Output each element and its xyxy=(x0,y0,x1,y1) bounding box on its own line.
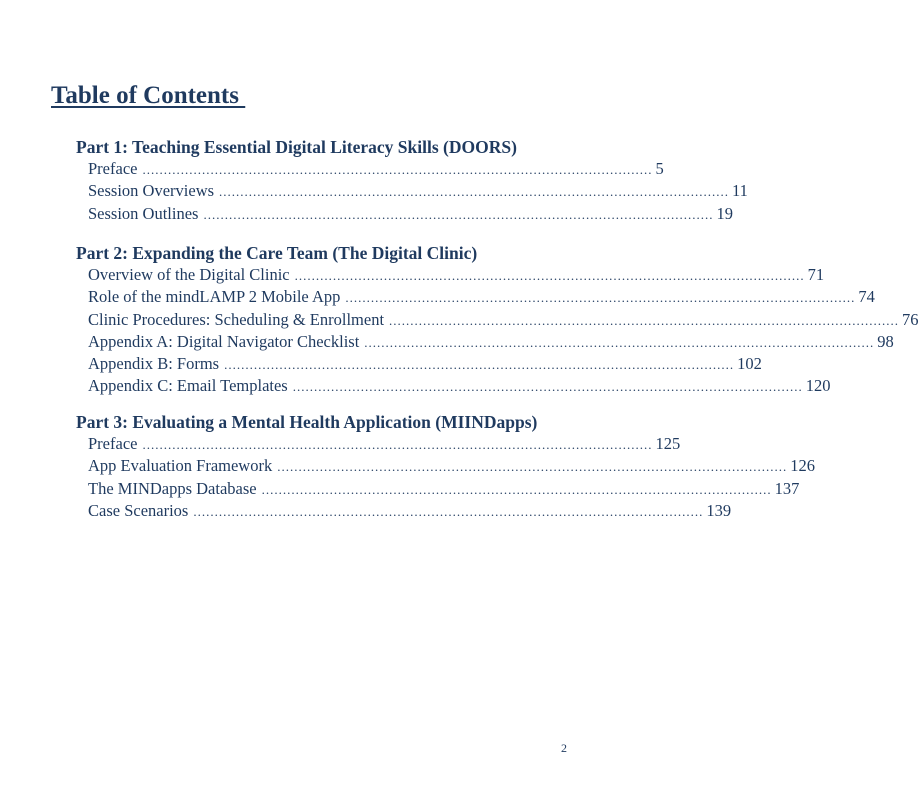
toc-entry xyxy=(88,331,894,353)
dot-leader: ........................................................................................................................ xyxy=(219,184,730,200)
page-number: 2 xyxy=(561,741,567,755)
dot-leader: ........................................................................................................................ xyxy=(294,268,805,283)
entry-label: The MINDapps Database xyxy=(88,478,257,498)
dot-leader: ........................................................................................................................ xyxy=(345,290,856,306)
part-heading: Part 3: Evaluating a Mental Health Application (MIINDapps) xyxy=(76,412,538,432)
toc-entry xyxy=(88,353,762,375)
entry-page-number: 11 xyxy=(732,181,748,201)
entry-label: Appendix C: Email Templates xyxy=(88,376,288,396)
entry-label: Session Outlines xyxy=(88,203,199,223)
toc-entry xyxy=(88,433,681,455)
entry-label: Session Overviews xyxy=(88,181,215,201)
entry-page-number: 71 xyxy=(807,265,825,284)
dot-leader: ........................................................................................................................ xyxy=(142,437,653,452)
dot-leader: ........................................................................................................................ xyxy=(292,379,803,395)
entry-label: Preface xyxy=(88,434,138,453)
dot-leader: ........................................................................................................................ xyxy=(193,503,704,519)
entry-label: Preface xyxy=(88,159,138,178)
entry-label: Appendix A: Digital Navigator Checklist xyxy=(88,331,360,351)
entry-page-number: 74 xyxy=(858,287,875,307)
page-title: Table of Contents xyxy=(51,82,246,109)
entry-label: Role of the mindLAMP 2 Mobile App xyxy=(88,287,341,307)
toc-part-1 xyxy=(76,137,748,225)
dot-leader: ........................................................................................................................ xyxy=(142,162,653,177)
entry-page-number: 139 xyxy=(706,500,732,520)
toc-entry xyxy=(88,180,748,202)
dot-leader: ........................................................................................................................ xyxy=(261,481,772,497)
toc-entry xyxy=(88,500,732,522)
dot-leader: ........................................................................................................................ xyxy=(277,459,788,475)
entry-page-number: 125 xyxy=(655,434,681,453)
dot-leader: ........................................................................................................................ xyxy=(364,334,875,350)
part-heading: Part 2: Expanding the Care Team (The Digital Clinic) xyxy=(76,243,478,263)
entry-page-number: 76 xyxy=(902,309,919,329)
dot-leader: ........................................................................................................................ xyxy=(389,312,900,328)
entry-page-number: 5 xyxy=(655,159,664,178)
toc-entry xyxy=(88,455,815,477)
toc-entry xyxy=(88,158,664,180)
dot-leader: ........................................................................................................................ xyxy=(224,357,735,373)
entry-label: Appendix B: Forms xyxy=(88,354,220,374)
toc-entry xyxy=(88,286,875,308)
toc-entry xyxy=(88,264,825,286)
entry-page-number: 120 xyxy=(805,376,831,396)
entry-page-number: 137 xyxy=(774,478,800,498)
entry-label: Overview of the Digital Clinic xyxy=(88,265,290,284)
entry-label: App Evaluation Framework xyxy=(88,456,273,476)
entry-page-number: 102 xyxy=(737,354,762,374)
toc-entry xyxy=(88,478,800,500)
part-heading: Part 1: Teaching Essential Digital Literacy Skills (DOORS) xyxy=(76,137,517,157)
dot-leader: ........................................................................................................................ xyxy=(203,206,714,222)
toc-part-3 xyxy=(76,412,815,522)
toc-entry xyxy=(88,309,919,331)
toc-part-2 xyxy=(76,243,919,398)
entry-label: Case Scenarios xyxy=(88,500,189,520)
toc-entry xyxy=(88,375,831,397)
entry-page-number: 98 xyxy=(877,331,894,351)
entry-page-number: 126 xyxy=(790,456,815,476)
entry-page-number: 19 xyxy=(716,203,733,223)
toc-entry xyxy=(88,203,733,225)
entry-label: Clinic Procedures: Scheduling & Enrollment xyxy=(88,309,385,329)
